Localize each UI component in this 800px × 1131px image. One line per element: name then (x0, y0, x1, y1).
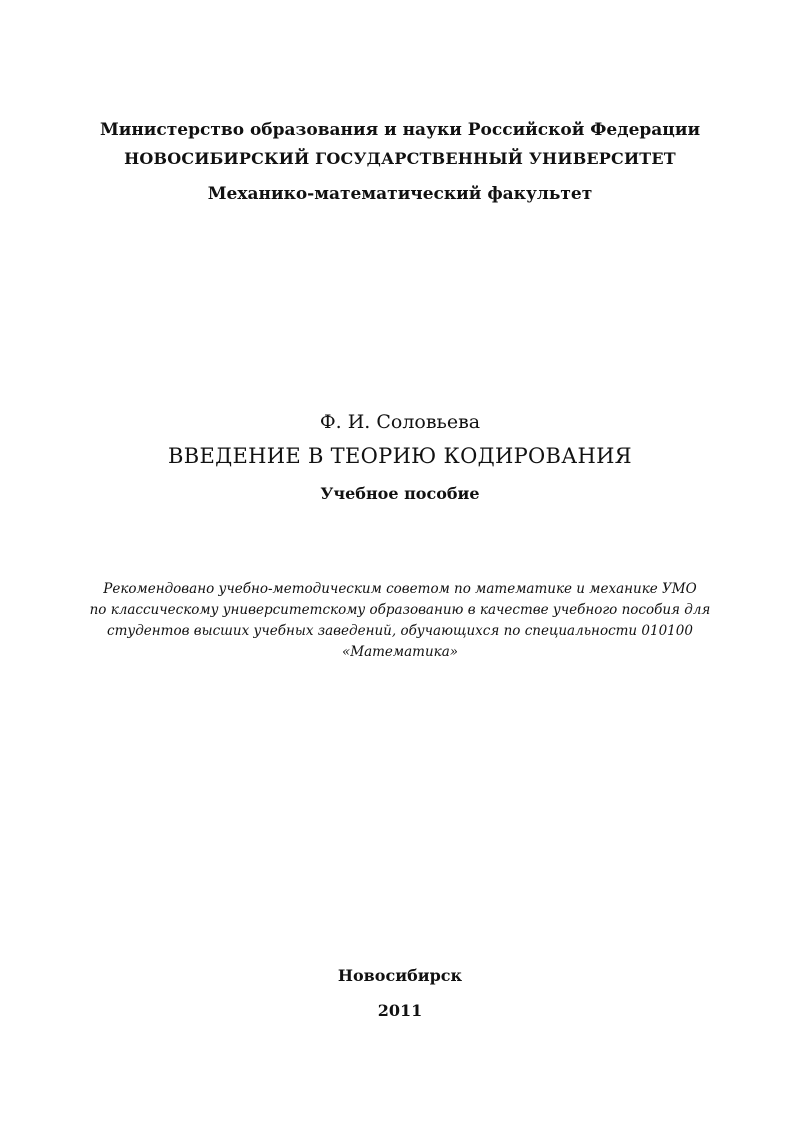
book-title: ВВЕДЕНИЕ В ТЕОРИЮ КОДИРОВАНИЯ (168, 444, 632, 468)
author-name: Ф. И. Соловьева (319, 411, 481, 433)
publication-year: 2011 (377, 1001, 423, 1020)
book-subtitle: Учебное пособие (320, 484, 480, 503)
publication-city: Новосибирск (337, 966, 463, 985)
ministry-line: Министерство образования и науки Российской Федерации (99, 120, 701, 140)
faculty-name: Механико-математический факультет (207, 184, 593, 204)
recommendation-line: Рекомендовано учебно-методическим советом по математике и механике УМО (103, 581, 697, 597)
recommendation-line: «Математика» (341, 644, 459, 660)
recommendation-line: студентов высших учебных заведений, обучающихся по специальности 010100 (107, 623, 693, 639)
university-name: НОВОСИБИРСКИЙ ГОСУДАРСТВЕННЫЙ УНИВЕРСИТЕТ (124, 149, 676, 168)
recommendation-line: по классическому университетскому образованию в качестве учебного пособия для (89, 602, 711, 618)
